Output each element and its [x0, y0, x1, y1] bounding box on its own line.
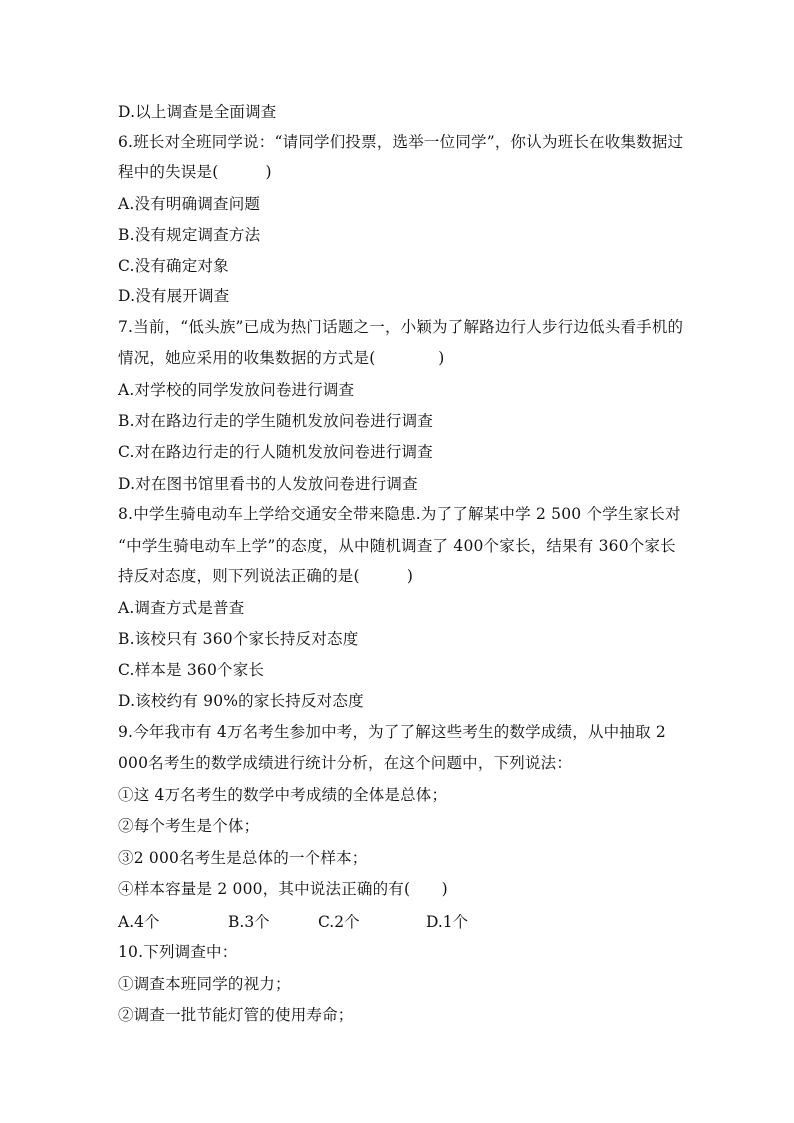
- text-line: A.没有明确调查问题: [118, 195, 261, 213]
- text-line: 10.下列调查中：: [118, 943, 238, 961]
- text-line: ②每个考生是个体；: [118, 817, 260, 835]
- text-line: D.以上调查是全面调查: [118, 103, 277, 121]
- text-line: ②调查一批节能灯管的使用寿命；: [118, 1006, 354, 1024]
- text-line: 持反对态度，则下列说法正确的是( ): [118, 567, 414, 585]
- option-b: B.3个: [228, 913, 270, 931]
- option-c: C.2个: [318, 913, 360, 931]
- text-line: 情况，她应采用的收集数据的方式是( ): [118, 349, 445, 367]
- text-line: ①这 4万名考生的数学中考成绩的全体是总体；: [118, 786, 448, 804]
- text-line: “中学生骑电动车上学”的态度，从中随机调查了 400个家长，结果有 360个家长: [118, 537, 676, 555]
- text-line: 9.今年我市有 4万名考生参加中考，为了了解这些考生的数学成绩，从中抽取 2: [118, 723, 666, 741]
- q9-options: [118, 912, 708, 932]
- text-line: 6.班长对全班同学说：“请同学们投票，选举一位同学”，你认为班长在收集数据过: [118, 133, 684, 151]
- text-line: 000名考生的数学成绩进行统计分析，在这个问题中，下列说法：: [118, 754, 573, 772]
- text-line: 8.中学生骑电动车上学给交通安全带来隐患.为了了解某中学 2 500 个学生家长对: [118, 505, 681, 523]
- text-line: B.没有规定调查方法: [118, 226, 261, 244]
- text-line: C.样本是 360个家长: [118, 661, 265, 679]
- text-line: B.对在路边行走的学生随机发放问卷进行调查: [118, 412, 434, 430]
- text-line: ①调查本班同学的视力；: [118, 975, 291, 993]
- text-line: 程中的失误是( ): [118, 163, 272, 181]
- text-line: C.没有确定对象: [118, 257, 229, 275]
- text-line: B.该校只有 360个家长持反对态度: [118, 630, 359, 648]
- text-line: D.该校约有 90%的家长持反对态度: [118, 692, 364, 710]
- text-line: ③2 000名考生是总体的一个样本；: [118, 849, 368, 867]
- text-line: 7.当前，“低头族”已成为热门话题之一，小颖为了解路边行人步行边低头看手机的: [118, 318, 684, 336]
- option-a: A.4个: [118, 913, 160, 931]
- option-d: D.1个: [426, 913, 469, 931]
- text-line: ④样本容量是 2 000，其中说法正确的有( ): [118, 880, 448, 898]
- text-line: C.对在路边行走的行人随机发放问卷进行调查: [118, 443, 433, 461]
- text-line: D.没有展开调查: [118, 287, 230, 305]
- text-line: A.调查方式是普查: [118, 599, 245, 617]
- text-line: A.对学校的同学发放问卷进行调查: [118, 381, 355, 399]
- text-line: D.对在图书馆里看书的人发放问卷进行调查: [118, 475, 418, 493]
